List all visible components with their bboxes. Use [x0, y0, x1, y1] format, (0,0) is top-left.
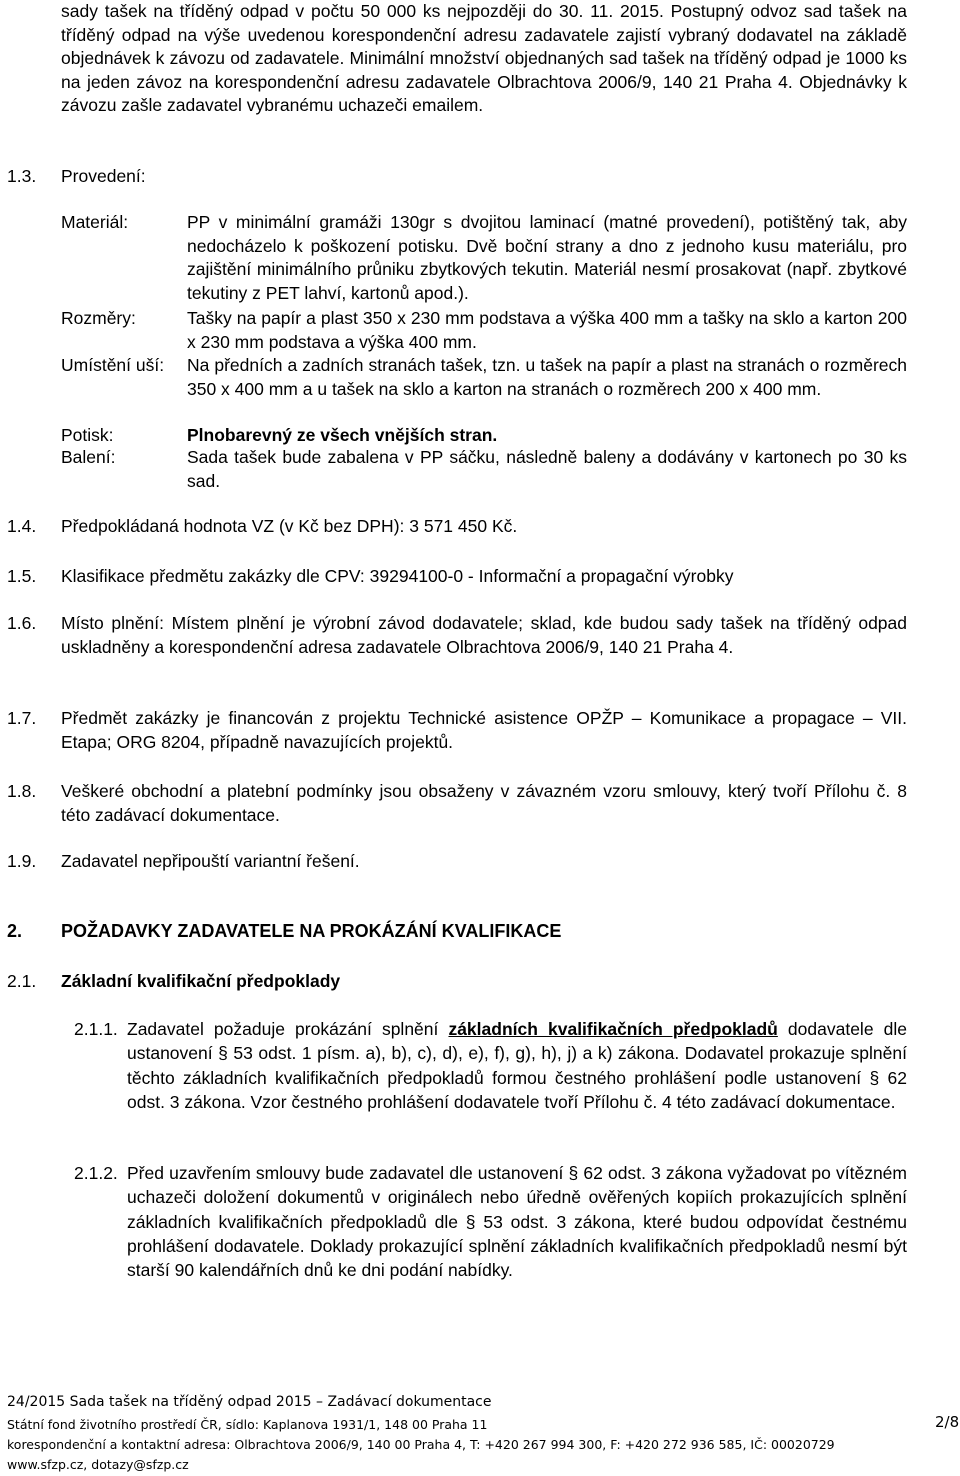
section-2-1-1-text [127, 1017, 907, 1114]
dimensions-value: Tašky na papír a plast 350 x 230 mm podstava a výška 400 mm a tašky na sklo a karton 200 x 230 mm podstava a výška 400 mm. [187, 308, 907, 352]
section-2-1-number: 2.1. [7, 971, 37, 991]
print-label: Potisk: [61, 425, 114, 445]
section-1-6-text: Místo plnění: Místem plnění je výrobní závod dodavatele; sklad, kde budou sady tašek na tříděný odpad uskladněny a korespondenční adresa zadavatele Olbrachtova 2006/9, 140 21 Praha 4. [61, 613, 907, 657]
section-2-1-1-number: 2.1.1. [74, 1019, 118, 1039]
section-2-1-1-emphasis: základních kvalifikačních předpokladů [448, 1019, 778, 1039]
section-2-1-heading: Základní kvalifikační předpoklady [61, 971, 341, 991]
section-2-1-2-text: Před uzavřením smlouvy bude zadavatel dle ustanovení § 62 odst. 3 zákona vyžadovat po vítězném uchazeči doložení dokumentů v originálech nebo úředně ověřených kopiích prokazujících splnění základních kvalifikačních předpokladů dle § 53 odst. 3 zákona, které budou odpovídat čestnému prohlášení dodavatele. Doklady prokazující splnění základních kvalifikačních předpokladů nesmí být starší 90 kalendářních dnů ke dni podání nabídky. [127, 1163, 907, 1281]
material-value: PP v minimální gramáži 130gr s dvojitou laminací (matné provedení), potištěný tak, aby nedocházelo k poškození potisku. Dvě boční strany a dno z jednoho kusu materiálu, pro zajištění minimálního průniku zbytkových tekutin. Materiál nesmí prosakovat (např. zbytkové tekutiny z PET lahví, kartonů apod.). [187, 212, 907, 303]
packing-value: Sada tašek bude zabalena v PP sáčku, následně baleny a dodávány v kartonech po 30 ks sad. [187, 447, 907, 491]
section-1-4-number: 1.4. [7, 516, 37, 536]
handles-value: Na předních a zadních stranách tašek, tzn. u tašek na papír a plast na stranách o rozměrech 350 x 400 mm a u tašek na sklo a karton na stranách o rozměrech 200 x 400 mm. [187, 355, 907, 399]
section-1-5-text: Klasifikace předmětu zakázky dle CPV: 39294100-0 - Informační a propagační výrobky [61, 566, 734, 586]
handles-label: Umístění uší: [61, 355, 165, 375]
section-1-3-title: Provedení: [61, 166, 146, 186]
footer-organization: Státní fond životního prostředí ČR, sídlo: Kaplanova 1931/1, 148 00 Praha 11 [7, 1417, 488, 1432]
intro-paragraph: sady tašek na tříděný odpad v počtu 50 000 ks nejpozději do 30. 11. 2015. Postupný odvoz sad tašek na tříděný odpad na výše uvedenou korespondenční adresu zadavatele zajistí vybraný dodavatel na základě objednávek k závozu od zadavatele. Minimální množství objednaných sad tašek na tříděný odpad je 1000 ks na jeden závoz na korespondenční adresu zadavatele Olbrachtova 2006/9, 140 21 Praha 4. Objednávky k závozu zašle zadavatel vybranému uchazeči emailem. [61, 1, 907, 115]
section-1-6-number: 1.6. [7, 613, 37, 633]
section-1-8-number: 1.8. [7, 781, 37, 801]
section-1-7-text: Předmět zakázky je financován z projektu Technické asistence OPŽP – Komunikace a propagace – VII. Etapa; ORG 8204, případně navazujících projektů. [61, 708, 907, 752]
section-1-3-number: 1.3. [7, 166, 37, 186]
section-2-1-1-text-end: dodavatele dle ustanovení § 53 odst. 1 písm. a), b), c), d), e), f), g), h), j) a k) zákona. Dodavatel prokazuje splnění těchto základních kvalifikačních předpokladů formou čestného prohlášení podle ustanovení § 62 odst. 3 zákona. Vzor čestného prohlášení dodavatele tvoří Přílohu č. 4 této zadávací dokumentace. [127, 1019, 907, 1112]
page-number: 2/8 [935, 1413, 960, 1431]
section-1-9-text: Zadavatel nepřipouští variantní řešení. [61, 851, 360, 871]
section-2-1-1-text-start: Zadavatel požaduje prokázání splnění [127, 1019, 449, 1039]
section-2-heading: POŽADAVKY ZADAVATELE NA PROKÁZÁNÍ KVALIFIKACE [61, 921, 562, 941]
section-1-7-number: 1.7. [7, 708, 37, 728]
footer-web: www.sfzp.cz, dotazy@sfzp.cz [7, 1457, 189, 1472]
section-1-5-number: 1.5. [7, 566, 37, 586]
section-1-9-number: 1.9. [7, 851, 37, 871]
dimensions-label: Rozměry: [61, 308, 136, 328]
material-label: Materiál: [61, 212, 129, 232]
section-1-8-text: Veškeré obchodní a platební podmínky jsou obsaženy v závazném vzoru smlouvy, který tvoří Přílohu č. 8 této zadávací dokumentace. [61, 781, 907, 825]
footer-address: korespondenční a kontaktní adresa: Olbrachtova 2006/9, 140 00 Praha 4, T: +420 267 994 300, F: +420 272 936 585, IČ: 00020729 [7, 1437, 835, 1452]
packing-label: Balení: [61, 447, 116, 467]
print-value: Plnobarevný ze všech vnějších stran. [187, 425, 498, 445]
section-2-number: 2. [7, 921, 23, 941]
footer-document-title: 24/2015 Sada tašek na tříděný odpad 2015 – Zadávací dokumentace [7, 1394, 492, 1410]
section-2-1-2-number: 2.1.2. [74, 1163, 118, 1183]
section-1-4-text: Předpokládaná hodnota VZ (v Kč bez DPH): 3 571 450 Kč. [61, 516, 518, 536]
